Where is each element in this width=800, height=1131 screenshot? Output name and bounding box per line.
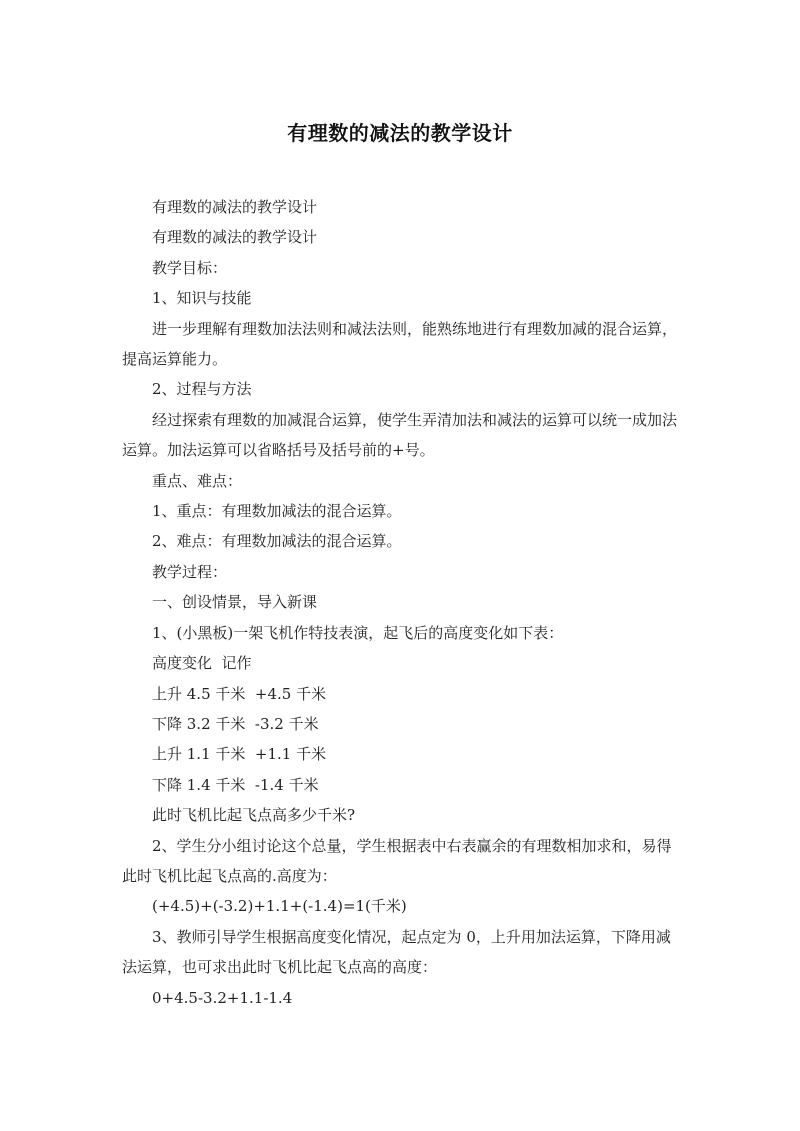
paragraph: 1、(小黑板)一架飞机作特技表演，起飞后的高度变化如下表： xyxy=(152,623,564,642)
paragraph: 2、难点：有理数加减法的混合运算。 xyxy=(152,532,402,551)
formula-line: 0+4.5-3.2+1.1-1.4 xyxy=(152,988,293,1007)
paragraph: 1、重点：有理数加减法的混合运算。 xyxy=(152,502,402,521)
paragraph: 进一步理解有理数加法法则和减法法则，能熟练地进行有理数加减的混合运算，提高运算能力。 xyxy=(122,319,678,369)
table-row-line: 上升 4.5 千米 +4.5 千米 xyxy=(152,684,327,703)
document-body xyxy=(122,192,678,1013)
paragraph: 2、过程与方法 xyxy=(152,380,252,399)
document-title: 有理数的减法的教学设计 xyxy=(287,121,513,145)
paragraph: 教学目标： xyxy=(152,258,228,277)
table-row-line: 下降 3.2 千米 -3.2 千米 xyxy=(152,714,319,733)
paragraph: 教学过程： xyxy=(152,562,228,581)
table-header-line: 高度变化 记作 xyxy=(152,654,252,673)
paragraph: 有理数的减法的教学设计 xyxy=(152,198,318,216)
paragraph: 经过探索有理数的加减混合运算，使学生弄清加法和减法的运算可以统一成加法运算。加法运算可以省略括号及括号前的+号。 xyxy=(122,410,678,460)
table-row-line: 下降 1.4 千米 -1.4 千米 xyxy=(152,775,319,794)
paragraph: 有理数的减法的教学设计 xyxy=(152,228,318,247)
paragraph: 2、学生分小组讨论这个总量，学生根据表中右表赢余的有理数相加求和，易得此时飞机比起飞点高的.高度为： xyxy=(122,836,672,885)
table-row-line: 上升 1.1 千米 +1.1 千米 xyxy=(152,745,327,764)
paragraph: 一、创设情景，导入新课 xyxy=(152,593,318,612)
paragraph: 1、知识与技能 xyxy=(152,289,252,308)
paragraph: 此时飞机比起飞点高多少千米? xyxy=(152,806,356,825)
paragraph: 重点、难点： xyxy=(152,471,243,490)
paragraph: 3、教师引导学生根据高度变化情况，起点定为 0，上升用加法运算，下降用减法运算，也可求出此时飞机比起飞点高的高度： xyxy=(122,927,671,977)
formula-line: (+4.5)+(-3.2)+1.1+(-1.4)=1(千米) xyxy=(152,897,407,916)
